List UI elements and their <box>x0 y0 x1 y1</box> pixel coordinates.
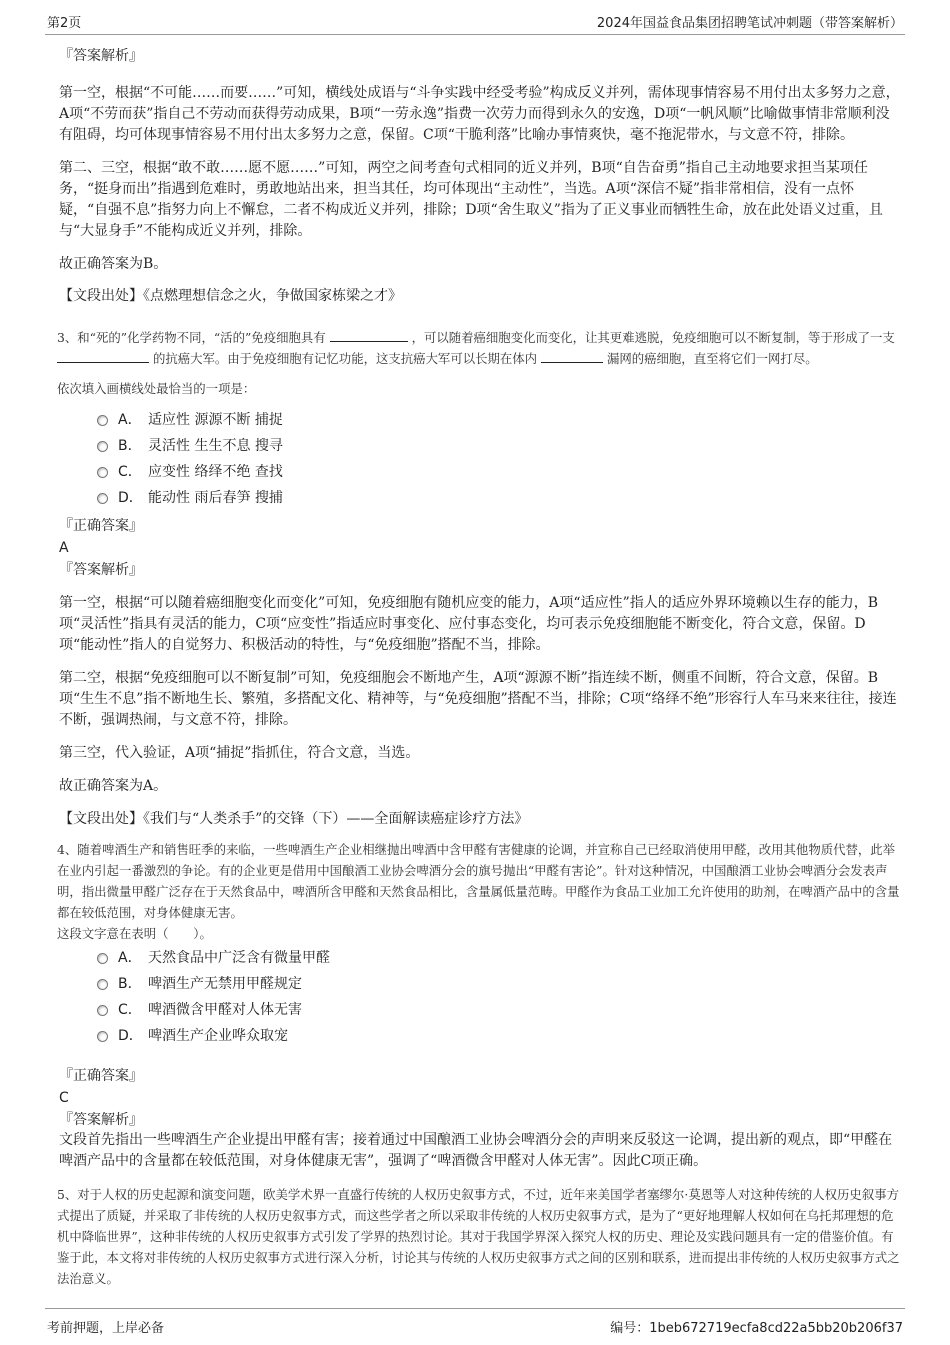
analysis-conclusion: 故正确答案为B。 <box>59 256 168 272</box>
option-letter: C． <box>118 464 142 480</box>
option-text: 啤酒生产无禁用甲醛规定 <box>148 976 302 992</box>
question-prompt: 这段文字意在表明（ ）。 <box>57 926 212 941</box>
document-code: 编号：1beb672719ecfa8cd22a5bb20b206f37 <box>610 1321 903 1336</box>
option-text: 啤酒生产企业哗众取宠 <box>148 1028 288 1044</box>
analysis-tag: 『答案解析』 <box>59 48 143 64</box>
analysis-paragraph: 第二空，根据“免疫细胞可以不断复制”可知，免疫细胞会不断地产生，A项“源源不断”指连续不断，侧重不间断，符合文意，保留。B项“生生不息”指不断地生长、繁殖，多搭配文化、精神等，与“免疫细胞”搭配不当，排除；C项“络绎不绝”形容行人车马来来往往，接连不断，强调热闹，与文意不符，排除。 <box>59 670 897 728</box>
analysis-tag: 『答案解析』 <box>59 1112 143 1128</box>
radio-icon[interactable] <box>97 493 108 504</box>
source-citation: 【文段出处】《点燃理想信念之火，争做国家栋梁之才》 <box>59 288 402 304</box>
page-content <box>57 44 900 1289</box>
option-text: 啤酒微含甲醛对人体无害 <box>148 1002 302 1018</box>
option-text: 适应性 源源不断 捕捉 <box>148 412 283 428</box>
radio-icon[interactable] <box>97 1031 108 1042</box>
option-text: 灵活性 生生不息 搜寻 <box>148 438 283 454</box>
option-text: 能动性 雨后春笋 搜捕 <box>148 490 283 506</box>
page-number: 第2页 <box>47 16 82 31</box>
option-letter: D． <box>118 490 143 506</box>
analysis-paragraph: 第三空，代入验证，A项“捕捉”指抓住，符合文意，当选。 <box>59 745 420 761</box>
option-c[interactable] <box>97 997 900 1023</box>
correct-answer: C <box>59 1090 69 1106</box>
question-text-part: 的抗癌大军。由于免疫细胞有记忆功能，这支抗癌大军可以长期在体内 <box>152 351 538 366</box>
page-footer <box>45 1308 905 1339</box>
question-text-part: 漏网的癌细胞，直至将它们一网打尽。 <box>606 351 818 366</box>
question-prompt: 依次填入画横线处最恰当的一项是： <box>57 381 256 396</box>
analysis-paragraph: 第一空，根据“可以随着癌细胞变化而变化”可知，免疫细胞有随机应变的能力，A项“适应性”指人的适应外界环境赖以生存的能力，B项“灵活性”指具有灵活的能力，C项“应变性”指适应时事变化、应付事态变化，均可表示免疫细胞能不断变化，符合文意，保留。D项“能动性”指人的自觉努力、积极活动的特性，与“免疫细胞”搭配不当，排除。 <box>59 595 879 653</box>
question-text: 4、随着啤酒生产和销售旺季的来临，一些啤酒生产企业相继抛出啤酒中含甲醛有害健康的论调，并宣称自己已经取消使用甲醛，改用其他物质代替，此举在业内引起一番激烈的争论。有的企业更是借用中国酿酒工业协会啤酒分会的旗号抛出“甲醛有害论”。针对这种情况，中国酿酒工业协会啤酒分会发表声明，指出微量甲醛广泛存在于天然食品中，啤酒所含甲醛和天然食品相比，含量属低量范畴。甲醛作为食品工业加工允许使用的助剂，在啤酒产品中的含量都在较低范围，对身体健康无害。 <box>57 842 900 920</box>
option-b[interactable] <box>97 971 900 997</box>
fill-blank <box>330 327 408 342</box>
document-title: 2024年国益食品集团招聘笔试冲刺题（带答案解析） <box>596 16 903 31</box>
option-letter: A． <box>118 950 142 966</box>
option-letter: A． <box>118 412 142 428</box>
option-letter: C． <box>118 1002 142 1018</box>
option-d[interactable] <box>97 485 900 511</box>
answer-options <box>57 945 900 1049</box>
radio-icon[interactable] <box>97 1005 108 1016</box>
option-a[interactable] <box>97 945 900 971</box>
fill-blank <box>57 348 149 363</box>
question-text <box>57 327 900 369</box>
option-letter: B． <box>118 438 142 454</box>
option-d[interactable] <box>97 1023 900 1049</box>
radio-icon[interactable] <box>97 979 108 990</box>
analysis-paragraph: 文段首先指出一些啤酒生产企业提出甲醛有害；接着通过中国酿酒工业协会啤酒分会的声明来反驳这一论调，提出新的观点，即“甲醛在啤酒产品中的含量都在较低范围，对身体健康无害”，强调了“啤酒微含甲醛对人体无害”。因此C项正确。 <box>59 1132 893 1169</box>
option-letter: B． <box>118 976 142 992</box>
fill-blank <box>541 348 603 363</box>
question-text-part: 3、和“死的”化学药物不同，“活的”免疫细胞具有 <box>57 330 326 345</box>
option-c[interactable] <box>97 459 900 485</box>
radio-icon[interactable] <box>97 467 108 478</box>
radio-icon[interactable] <box>97 415 108 426</box>
question-text-part: ，可以随着癌细胞变化而变化，让其更难逃脱，免疫细胞可以不断复制，等于形成了一支 <box>411 330 895 345</box>
analysis-paragraph: 第一空，根据“不可能……而要……”可知，横线处成语与“斗争实践中经受考验”构成反义并列，需体现事情容易不用付出太多努力之意，A项“不劳而获”指自己不劳动而获得劳动成果，B项“一劳永逸”指费一次劳力而得到永久的安逸，D项“一帆风顺”比喻做事情非常顺利没有阻碍，均可体现事情容易不用付出太多努力之意，保留。C项“干脆利落”比喻办事情爽快，毫不拖泥带水，与文意不符，排除。 <box>59 85 900 143</box>
question-text: 5、对于人权的历史起源和演变问题，欧美学术界一直盛行传统的人权历史叙事方式，不过，近年来美国学者塞缪尔·莫恩等人对这种传统的人权历史叙事方式提出了质疑，并采取了非传统的人权历史叙事方式，而这些学者之所以采取非传统的人权历史叙事方式，是为了“更好地理解人权如何在乌托邦理想的危机中降临世界”，这种非传统的人权历史叙事方式引发了学界的热烈讨论。其对于我国学界深入探究人权的历史、理论及实践问题具有一定的借鉴价值。有鉴于此，本文将对非传统的人权历史叙事方式进行深入分析，讨论其与传统的人权历史叙事方式之间的区别和联系，进而提出非传统的人权历史叙事方式之法治意义。 <box>57 1187 900 1286</box>
option-letter: D． <box>118 1028 143 1044</box>
correct-answer: A <box>59 540 69 556</box>
option-text: 应变性 络绎不绝 查找 <box>148 464 283 480</box>
correct-answer-tag: 『正确答案』 <box>59 1068 143 1084</box>
radio-icon[interactable] <box>97 441 108 452</box>
source-citation: 【文段出处】《我们与“人类杀手”的交锋（下）——全面解读癌症诊疗方法》 <box>59 811 529 827</box>
page-header <box>45 12 905 35</box>
option-b[interactable] <box>97 433 900 459</box>
radio-icon[interactable] <box>97 953 108 964</box>
analysis-conclusion: 故正确答案为A。 <box>59 778 168 794</box>
option-text: 天然食品中广泛含有微量甲醛 <box>148 950 330 966</box>
analysis-tag: 『答案解析』 <box>59 562 143 578</box>
correct-answer-tag: 『正确答案』 <box>59 518 143 534</box>
answer-options <box>57 407 900 511</box>
analysis-paragraph: 第二、三空，根据“敢不敢……愿不愿……”可知，两空之间考查句式相同的近义并列，B项“自告奋勇”指自己主动地要求担当某项任务，“挺身而出”指遇到危难时，勇敢地站出来，担当其任，均可体现出“主动性”，当选。A项“深信不疑”指非常相信，没有一点怀疑，“自强不息”指努力向上不懈怠，二者不构成近义并列，排除；D项“舍生取义”指为了正义事业而牺牲生命，放在此处语义过重，且与“大显身手”不能构成近义并列，排除。 <box>59 160 883 239</box>
footer-motto: 考前押题，上岸必备 <box>47 1321 165 1336</box>
option-a[interactable] <box>97 407 900 433</box>
